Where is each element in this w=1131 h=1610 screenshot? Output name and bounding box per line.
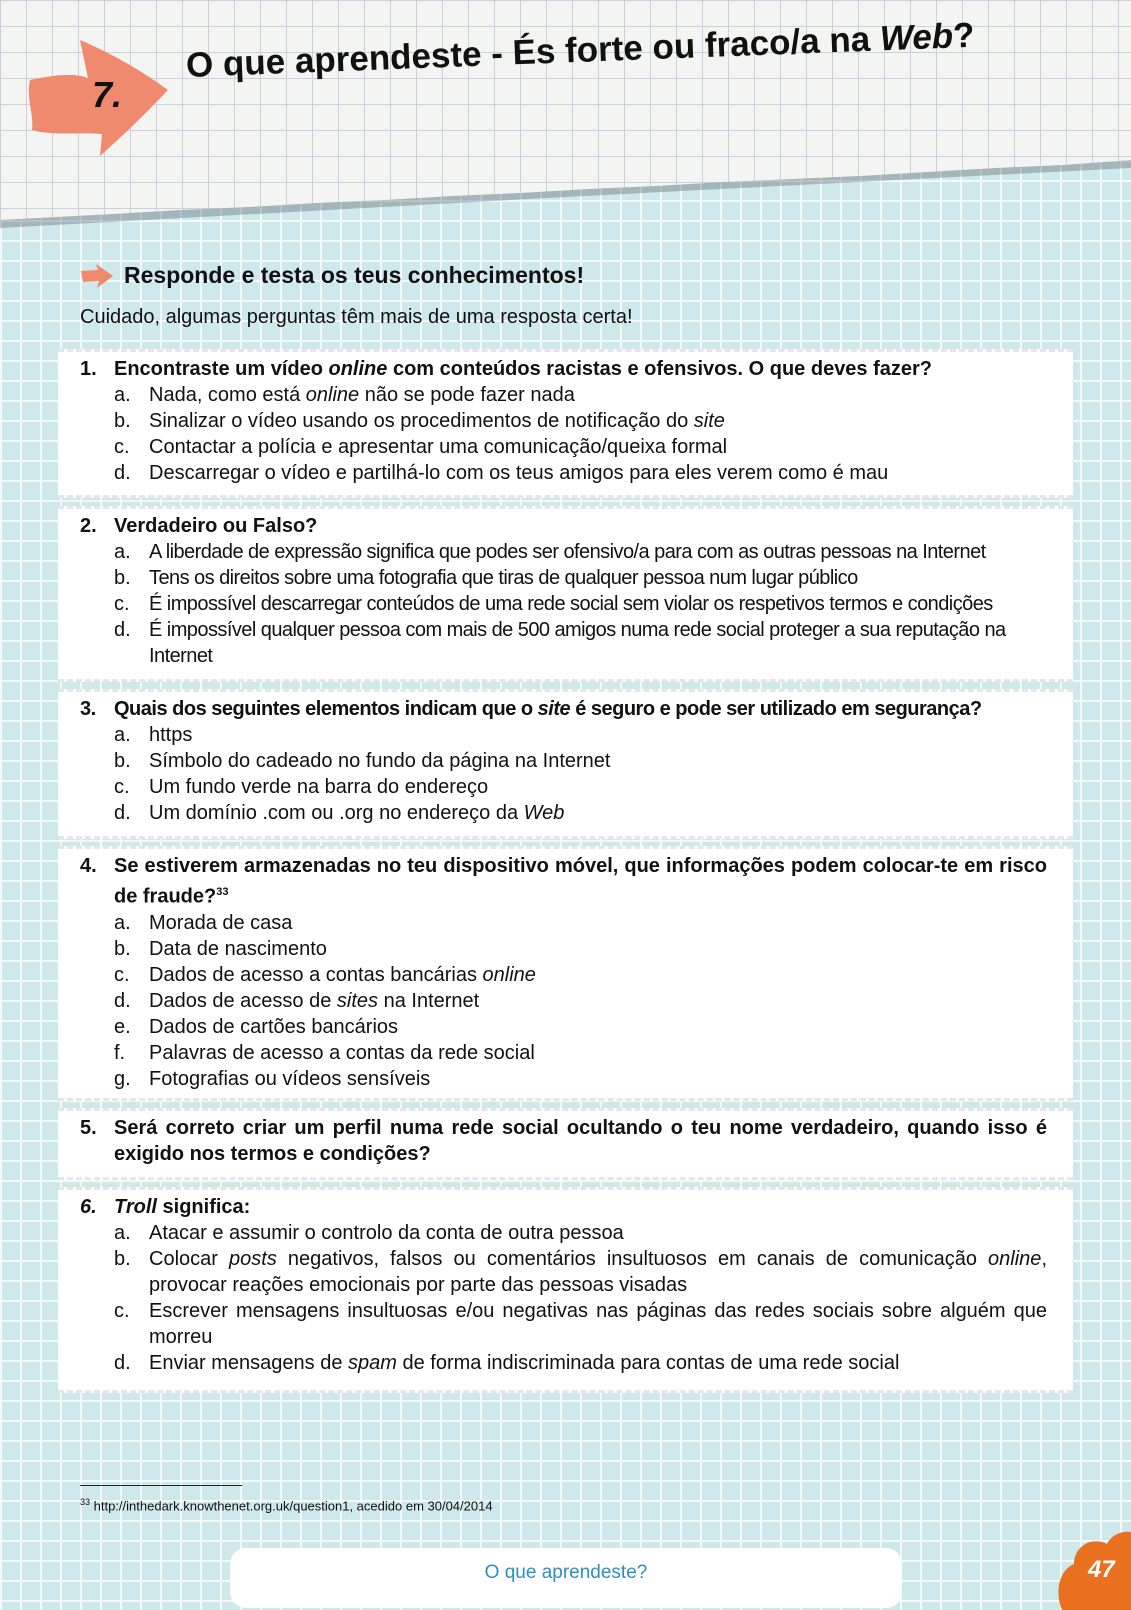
question-box-4: [58, 846, 1073, 1101]
question-box-1: [58, 349, 1073, 498]
question-text-italic: Troll: [114, 1196, 157, 1218]
option-letter: a.: [114, 911, 131, 934]
option-text: É impossível qualquer pessoa com mais de 500 amigos numa rede social proteger a sua reputação na Internet: [149, 619, 1006, 667]
option-item: [114, 382, 1047, 408]
option-item: [114, 748, 1047, 774]
option-letter: a.: [114, 1222, 131, 1244]
question-box-3: [58, 689, 1073, 839]
option-item: [114, 800, 1047, 826]
question-5: [80, 1115, 1047, 1167]
option-text: Contactar a polícia e apresentar uma comunicação/queixa formal: [149, 436, 728, 458]
option-text: na Internet: [378, 989, 480, 1012]
option-text: Sinalizar o vídeo usando os procedimentos de notificação do: [149, 410, 694, 432]
option-text: Tens os direitos sobre uma fotografia que tiras de qualquer pessoa num lugar público: [149, 567, 858, 589]
option-text: negativos, falsos ou comentários insultuosos em canais de comunicação: [276, 1248, 989, 1270]
page-number: 47: [1088, 1556, 1115, 1583]
option-item: [114, 774, 1047, 800]
option-item: [114, 1246, 1047, 1298]
option-item: [114, 722, 1047, 748]
option-text: Um domínio .com ou .org no endereço da: [149, 802, 524, 824]
footnote-rule: [80, 1485, 242, 1486]
option-text: https: [149, 724, 193, 746]
option-text-italic: spam: [348, 1352, 397, 1374]
question-text-italic: online: [328, 358, 388, 380]
option-text-italic: Web: [523, 802, 565, 824]
option-letter: b.: [114, 937, 131, 960]
option-item: [114, 565, 1047, 591]
option-text-italic: sites: [336, 989, 379, 1012]
option-letter: d.: [114, 462, 131, 484]
option-text-italic: online: [482, 963, 536, 986]
question-number: 2.: [80, 515, 97, 537]
options-list: [114, 539, 1047, 669]
option-letter: d.: [114, 619, 131, 641]
question-3: [80, 696, 1047, 722]
option-item: [114, 1066, 1047, 1092]
option-item: [114, 591, 1047, 617]
title-italic: Web: [879, 16, 954, 59]
option-text: Atacar e assumir o controlo da conta de outra pessoa: [149, 1222, 624, 1244]
options-list: [114, 910, 1047, 1092]
option-letter: a.: [114, 384, 131, 406]
option-text: Símbolo do cadeado no fundo da página na Internet: [149, 750, 611, 772]
option-text-italic: posts: [229, 1248, 277, 1270]
title-end: ?: [952, 15, 976, 56]
option-letter: d.: [114, 1352, 131, 1374]
question-text: Verdadeiro ou Falso?: [114, 515, 318, 537]
question-text: Se estiverem armazenadas no teu dispositivo móvel, que informações podem colocar-te em risco de fraude?: [114, 855, 1047, 908]
option-letter: c.: [114, 776, 130, 798]
option-item: [114, 460, 1047, 486]
option-text-italic: online: [305, 384, 360, 406]
option-text: A liberdade de expressão significa que podes ser ofensivo/a para com as outras pessoas na Internet: [149, 541, 986, 563]
option-letter: g.: [114, 1067, 131, 1090]
option-letter: c.: [114, 436, 130, 458]
option-text: Escrever mensagens insultuosas e/ou negativas nas páginas das redes sociais sobre alguém que morreu: [149, 1300, 1047, 1348]
option-text: É impossível descarregar conteúdos de uma rede social sem violar os respetivos termos e condições: [149, 593, 993, 615]
option-text: Descarregar o vídeo e partilhá-lo com os teus amigos para eles verem como é mau: [149, 462, 889, 484]
arrow-right-icon: [80, 263, 114, 289]
question-box-5: [58, 1108, 1073, 1180]
option-item: [114, 408, 1047, 434]
question-text: Quais dos seguintes elementos indicam que o: [114, 698, 538, 720]
option-item: [114, 910, 1047, 936]
option-letter: b.: [114, 750, 131, 772]
footnote-text: http://inthedark.knowthenet.org.uk/question1, acedido em 30/04/2014: [90, 1498, 493, 1514]
question-number: 5.: [80, 1117, 97, 1139]
option-text-italic: site: [693, 410, 725, 432]
option-letter: e.: [114, 1015, 131, 1038]
footer-bar: [230, 1548, 902, 1608]
footer-label: O que aprendeste?: [484, 1562, 648, 1583]
question-number: 4.: [80, 855, 97, 877]
option-text-italic: online: [988, 1248, 1042, 1270]
option-text: Colocar: [149, 1248, 230, 1270]
section-heading-text: Responde e testa os teus conhecimentos!: [124, 262, 585, 288]
option-letter: a.: [114, 724, 131, 746]
footnote-ref: 33: [216, 886, 229, 898]
option-letter: c.: [114, 963, 130, 986]
option-text: Um fundo verde na barra do endereço: [149, 776, 489, 798]
question-text: com conteúdos racistas e ofensivos. O que deves fazer?: [387, 358, 933, 380]
option-text: de forma indiscriminada para contas de uma rede social: [396, 1352, 900, 1374]
options-list: [114, 1220, 1047, 1376]
question-2: [80, 513, 1047, 539]
question-number: 3.: [80, 698, 96, 720]
option-item: [114, 617, 1047, 669]
question-box-6: [58, 1187, 1073, 1393]
option-item: [114, 988, 1047, 1014]
question-text-italic: site: [537, 698, 571, 720]
option-item: [114, 1014, 1047, 1040]
question-text: significa:: [156, 1196, 251, 1218]
title-text: O que aprendeste - És forte ou fraco/a na: [185, 19, 881, 85]
option-item: [114, 1220, 1047, 1246]
chapter-number: 7.: [92, 74, 123, 115]
option-text: Dados de acesso de: [149, 989, 337, 1012]
question-box-2: [58, 506, 1073, 682]
question-text: é seguro e pode ser utilizado em segurança?: [570, 698, 982, 720]
footnote: [80, 1497, 493, 1513]
option-item: [114, 539, 1047, 565]
option-item: [114, 434, 1047, 460]
option-letter: d.: [114, 802, 131, 824]
question-1: [80, 356, 1047, 382]
option-text: não se pode fazer nada: [359, 384, 575, 406]
options-list: [114, 382, 1047, 486]
question-text: Será correto criar um perfil numa rede social ocultando o teu nome verdadeiro, quando isso é exigido nos termos e condições?: [114, 1117, 1047, 1165]
option-letter: b.: [114, 567, 131, 589]
option-text: , provocar reações emocionais por parte das pessoas visadas: [149, 1248, 1047, 1296]
option-text: Dados de acesso a contas bancárias: [149, 963, 483, 986]
option-item: [114, 1298, 1047, 1350]
question-6: [80, 1194, 1047, 1220]
option-letter: b.: [114, 410, 131, 432]
section-heading: [80, 262, 584, 289]
question-4: [80, 853, 1047, 910]
option-letter: b.: [114, 1248, 131, 1270]
options-list: [114, 722, 1047, 826]
option-text: Dados de cartões bancários: [149, 1015, 399, 1038]
option-letter: d.: [114, 989, 131, 1012]
footnote-number: 33: [80, 1497, 91, 1507]
warning-text: Cuidado, algumas perguntas têm mais de uma resposta certa!: [80, 306, 633, 328]
option-item: [114, 1040, 1047, 1066]
option-text: Nada, como está: [149, 384, 306, 406]
option-item: [114, 936, 1047, 962]
option-text: Morada de casa: [149, 911, 293, 934]
option-letter: c.: [114, 1300, 130, 1322]
option-letter: c.: [114, 593, 130, 615]
option-text: Palavras de acesso a contas da rede social: [149, 1041, 535, 1064]
question-number: 1.: [80, 358, 97, 380]
option-item: [114, 1350, 1047, 1376]
option-text: Data de nascimento: [149, 937, 327, 960]
option-text: Enviar mensagens de: [149, 1352, 349, 1374]
option-text: Fotografias ou vídeos sensíveis: [149, 1067, 431, 1090]
option-item: [114, 962, 1047, 988]
question-number: 6.: [80, 1196, 97, 1218]
option-letter: a.: [114, 541, 131, 563]
option-letter: f.: [114, 1041, 126, 1064]
question-text: Encontraste um vídeo: [114, 358, 329, 380]
